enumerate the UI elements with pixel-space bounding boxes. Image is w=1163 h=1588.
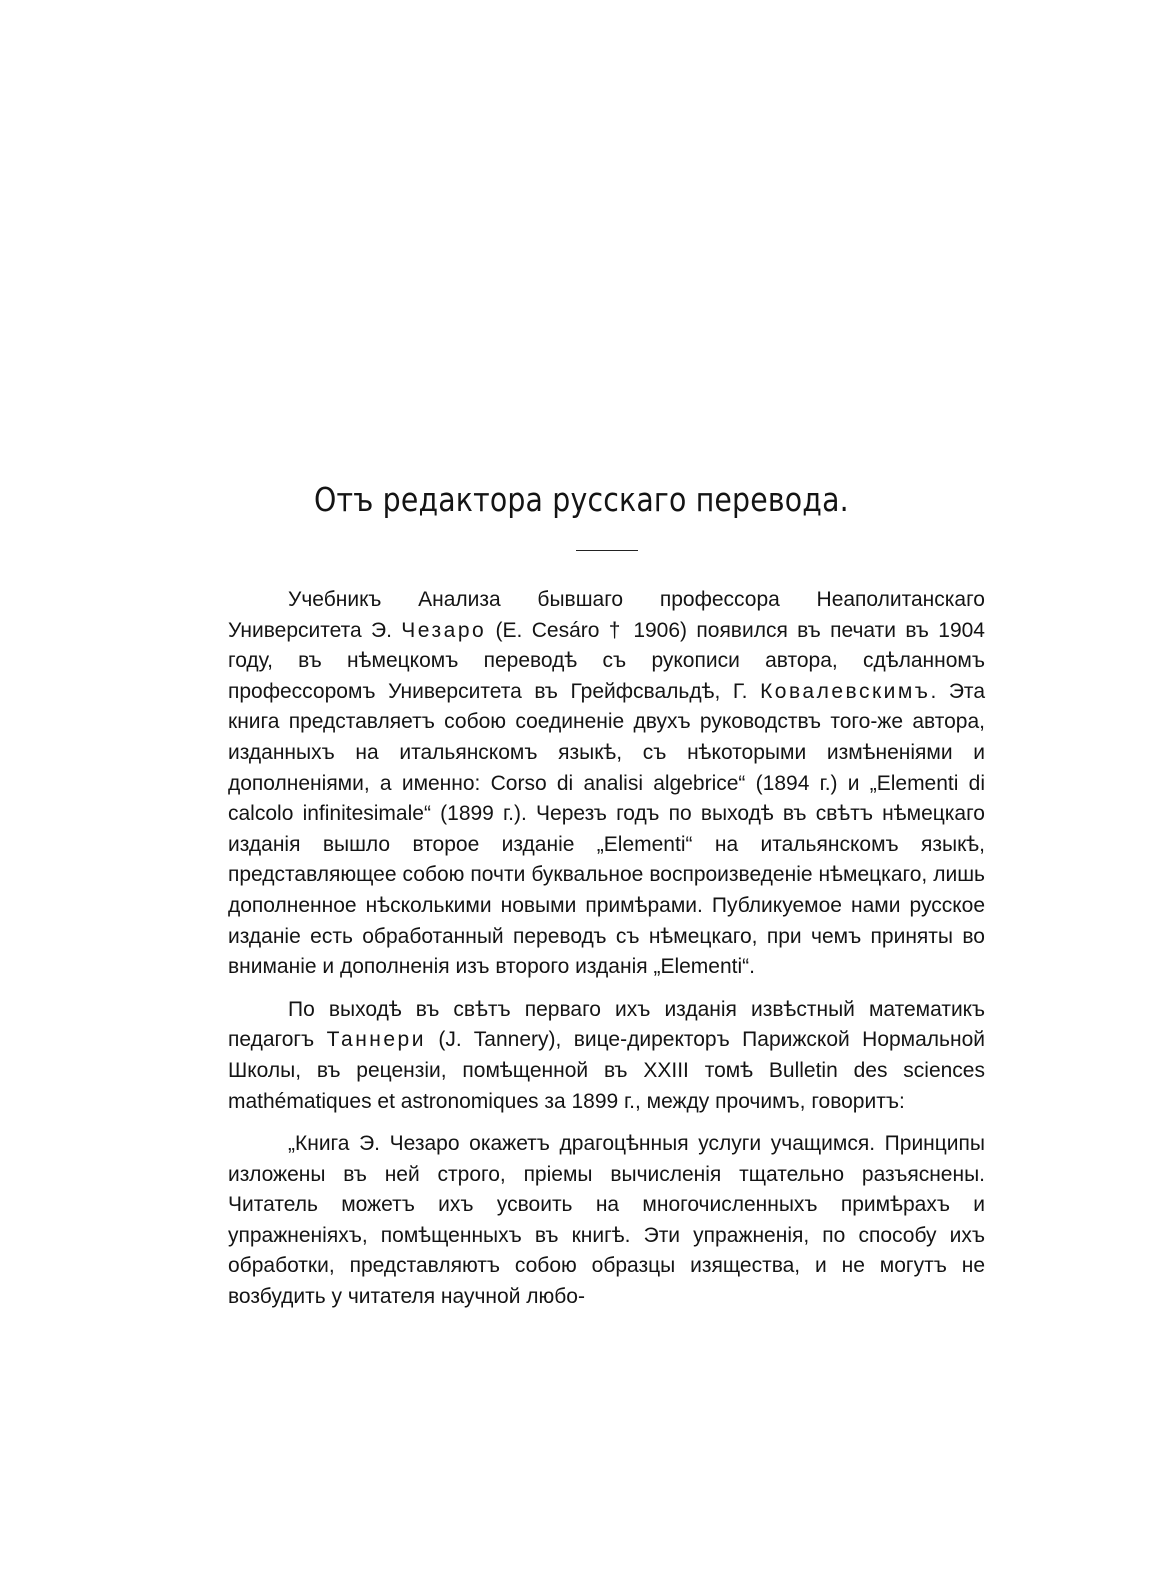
paragraph-3-quote: „Книга Э. Чезаро окажетъ драгоцѣнныя услуги учащимся. Принципы изложены въ ней строго, пріемы вычисленія тщательно разъяснены. Читатель можетъ ихъ усвоить на многочисленныхъ примѣрахъ и упражненіяхъ, помѣщенныхъ въ книгѣ. Эти упражненія, по способу ихъ обработки, представляютъ собою образцы изящества, и не могутъ не возбудить у читателя научной любо- [228, 1132, 985, 1309]
reviewer-name-spaced: Таннери [326, 1028, 426, 1052]
title-divider [576, 550, 638, 551]
paragraph-1-text-c: . Эта книга представляетъ собою соединеніе двухъ руководствъ того-же автора, изданныхъ на итальянскомъ языкѣ, съ нѣкоторыми измѣненіями и дополненіями, а именно: Corso di analisi algebrice“ (1894 г.) и „Elementi di calcolo infinitesimale“ (1899 г.). Черезъ годъ по выходѣ въ свѣтъ нѣмецкаго изданія вышло второе изданіе „Elementi“ на итальянскомъ языкѣ, представляющее собою почти буквальное воспроизведеніе нѣмецкаго, лишь дополненное нѣсколькими новыми примѣрами. Публикуемое нами русское изданіе есть обработанный переводъ съ нѣмецкаго, при чемъ приняты во вниманіе и дополненія изъ второго изданія „Elementi“. [228, 679, 985, 979]
preface-body [228, 585, 985, 1313]
author-name-spaced: Чезаро [401, 618, 487, 642]
paragraph-1-text-a: Учебникъ Анализа бывшаго профессора Неаполитанскаго Университета Э. [228, 588, 985, 642]
paragraph-2 [228, 995, 985, 1117]
translator-name-spaced: Ковалевскимъ [760, 679, 931, 703]
paragraph-2-text-b: (J. Tannery), вице-директоръ Парижской Нормальной Школы, въ рецензіи, помѣщенной въ XXIII томѣ Bulletin des sciences mathématiques et astronomiques за 1899 г., между прочимъ, говоритъ: [228, 1028, 985, 1113]
preface-title: Отъ редактора русскаго перевода. [313, 480, 849, 519]
paragraph-1 [228, 585, 985, 983]
paragraph-2-text-a: По выходѣ въ свѣтъ перваго ихъ изданія извѣстный математикъ педагогъ [228, 997, 985, 1052]
paragraph-1-text-b: (E. Cesáro † 1906) появился въ печати въ 1904 году, въ нѣмецкомъ переводѣ съ рукописи автора, сдѣланномъ профессоромъ Университета въ Грейфсвальдѣ, Г. [228, 618, 985, 703]
